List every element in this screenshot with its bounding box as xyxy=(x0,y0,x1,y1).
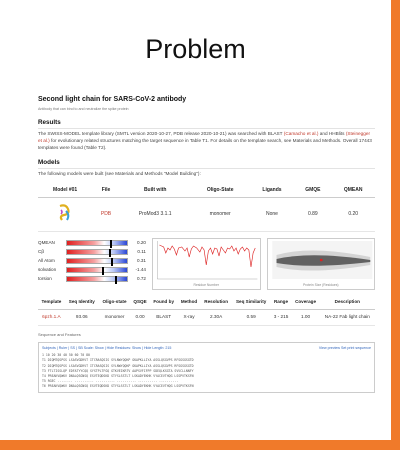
protein-model-icon[interactable] xyxy=(54,202,76,224)
local-quality-plot xyxy=(152,238,261,290)
col-built-with: Built with xyxy=(120,184,191,198)
quality-bar xyxy=(66,267,128,273)
slide-heading: Problem xyxy=(145,34,246,64)
results-text-a: The SWISS-MODEL template library (SMTL version 2020-10-27, PDB release 2020-10-21) was searched with BLAST xyxy=(38,131,283,137)
quality-row xyxy=(38,256,146,265)
camacho-link[interactable]: (Camacho et al.) xyxy=(283,131,319,137)
ligands-value: None xyxy=(250,198,295,232)
sequence-caption: Sequence and Features xyxy=(38,331,81,337)
template-table-header xyxy=(38,296,375,309)
results-text-c: for evolutionary related structures matching the target sequence in Table T1. For details on the template search, see Materials and Methods. Overall 17443 templates were found (Table T2). xyxy=(38,138,372,151)
models-paragraph: The following models were built (see Materials and Methods "Model Building"): xyxy=(38,171,201,177)
report-subtitle: Antibody that can bind to and neutralize the spike protein xyxy=(38,107,129,112)
coverage-value: 1.00 xyxy=(291,310,319,326)
oligo-value: monomer xyxy=(191,198,250,232)
accent-bar-bottom xyxy=(0,440,400,450)
quality-label: QMEAN xyxy=(38,239,55,245)
resolution-value: 2.30A xyxy=(201,310,232,326)
qmean-bars xyxy=(38,238,146,290)
results-paragraph xyxy=(38,131,375,151)
quality-row xyxy=(38,238,146,247)
quality-value: 0.31 xyxy=(137,257,146,263)
col-description: Description xyxy=(320,296,375,309)
col-seq-similarity: Seq Similarity xyxy=(232,296,271,309)
range-value: 3 - 215 xyxy=(271,310,292,326)
col-oligo: Oligo-State xyxy=(191,184,250,198)
quality-marker xyxy=(110,240,112,248)
quality-row xyxy=(38,247,146,256)
col-method: Method xyxy=(178,296,201,309)
method-value: X-ray xyxy=(178,310,201,326)
sequence-viewer xyxy=(38,342,375,394)
col-ligands: Ligands xyxy=(250,184,295,198)
sequence-row: T6 PREAKVQWKV DNALQSGNSQ ESVTEQDSKD STYSLSSTLT LSKADYEKHK VYACEVTHQG LSSPVTKSFN xyxy=(42,384,194,389)
gmqe-value: 0.89 xyxy=(294,198,331,232)
col-qmean: QMEAN xyxy=(331,184,375,198)
sequence-row: T3 FTLTISSLQP EDFATYYCQQ SYSTPLTFGQ GTKVEIKRTV AAPSVFIFPP SDEQLKSGTA SVVCLLNNFY xyxy=(42,368,194,373)
col-seq-identity: Seq Identity xyxy=(65,296,99,309)
quality-marker xyxy=(115,276,117,284)
quality-value: 0.72 xyxy=(137,275,146,281)
quality-label: solvation xyxy=(38,266,57,272)
quality-row xyxy=(38,274,146,283)
results-heading: Results xyxy=(38,118,375,129)
quality-label: Cβ xyxy=(38,248,44,254)
quality-row xyxy=(38,265,146,274)
quality-bar xyxy=(66,240,128,246)
model-table xyxy=(38,184,375,233)
seq-similarity-value: 0.59 xyxy=(232,310,271,326)
sequence-row: T2 DIQMTQSPSS LSASVGDRVT ITCRASQSIS SYLNWYQQKP GKAPKLLIYA ASSLQSGVPS RFSGSGSGTD xyxy=(42,363,194,368)
qmean-value: 0.20 xyxy=(331,198,375,232)
local-quality-chart xyxy=(153,239,260,283)
models-heading: Models xyxy=(38,158,375,169)
col-coverage: Coverage xyxy=(291,296,319,309)
report-title: Second light chain for SARS-CoV-2 antibody xyxy=(38,96,187,103)
template-link[interactable]: 6pzh.1.A xyxy=(38,310,65,326)
table-row xyxy=(38,310,375,326)
col-found-by: Found by xyxy=(150,296,178,309)
col-range: Range xyxy=(271,296,292,309)
col-template: Template xyxy=(38,296,65,309)
quality-bar xyxy=(66,276,128,282)
model-table-header xyxy=(38,184,375,198)
col-model: Model #01 xyxy=(38,184,92,198)
col-resolution: Resolution xyxy=(201,296,232,309)
quality-label: torsion xyxy=(38,275,52,281)
col-qsqe: QSQE xyxy=(130,296,149,309)
sequence-row: 1 10 20 30 40 50 60 70 80 xyxy=(42,353,90,358)
quality-bar xyxy=(66,249,128,255)
quality-marker xyxy=(102,267,104,275)
description-value: NA-22 Fab light chain xyxy=(320,310,375,326)
col-file: File xyxy=(92,184,119,198)
comparison-caption: Protein Size (Residues) xyxy=(302,283,339,288)
quality-panel xyxy=(38,238,375,290)
steinegger-link[interactable]: (Steinegger et al.) xyxy=(38,131,371,144)
report-screenshot xyxy=(38,95,375,439)
quality-marker xyxy=(109,249,111,257)
col-oligo-state: Oligo-state xyxy=(99,296,131,309)
found-by-value: BLAST xyxy=(150,310,178,326)
quality-label: All Atom xyxy=(38,257,55,263)
local-quality-caption: Residue Number xyxy=(193,283,219,288)
table-row xyxy=(38,198,375,232)
comparison-chart xyxy=(268,239,375,283)
sequence-row: T4 PREAKVQWKV DNALQSGNSQ ESVTEQDSKD STYSLSSTLT LSKADYEKHK VYACEVTHQG LSSPVTKSFN xyxy=(42,373,194,378)
quality-value: 0.20 xyxy=(137,239,146,245)
seq-identity-value: 93.06 xyxy=(65,310,99,326)
oligo-state-value: monomer xyxy=(99,310,131,326)
col-gmqe: GMQE xyxy=(294,184,331,198)
sequence-row: T5 RGEC ........ .......... .......... .......... .......... .......... xyxy=(42,378,179,383)
sequence-row: T1 DIQMTQSPSS LSASVGDRVT ITCRASQSIS SYLNWYQQKP GKAPKLLIYA ASSLQSGVPS RFSGSGSGTD xyxy=(42,358,194,363)
sequence-toolbar-links[interactable]: View preview Set print sequence xyxy=(318,345,371,350)
sequence-toolbar xyxy=(42,346,371,352)
pdb-file-link[interactable]: PDB xyxy=(92,198,119,232)
sequence-toolbar-options[interactable]: Subjects | Ruler | SS | SB Scale: Show | Hide Residues: Show | Hide Length: 215 xyxy=(42,345,172,350)
accent-bar-right xyxy=(391,0,400,450)
template-table xyxy=(38,296,375,325)
quality-marker xyxy=(111,258,113,266)
comparison-plot xyxy=(267,238,376,290)
quality-value: -1.44 xyxy=(135,266,146,272)
results-text-b: and HHBlits xyxy=(319,131,345,137)
built-with-value: ProMod3 3.1.1 xyxy=(120,198,191,232)
quality-bar xyxy=(66,258,128,264)
qsqe-value: 0.00 xyxy=(130,310,149,326)
quality-value: 0.11 xyxy=(137,248,146,254)
